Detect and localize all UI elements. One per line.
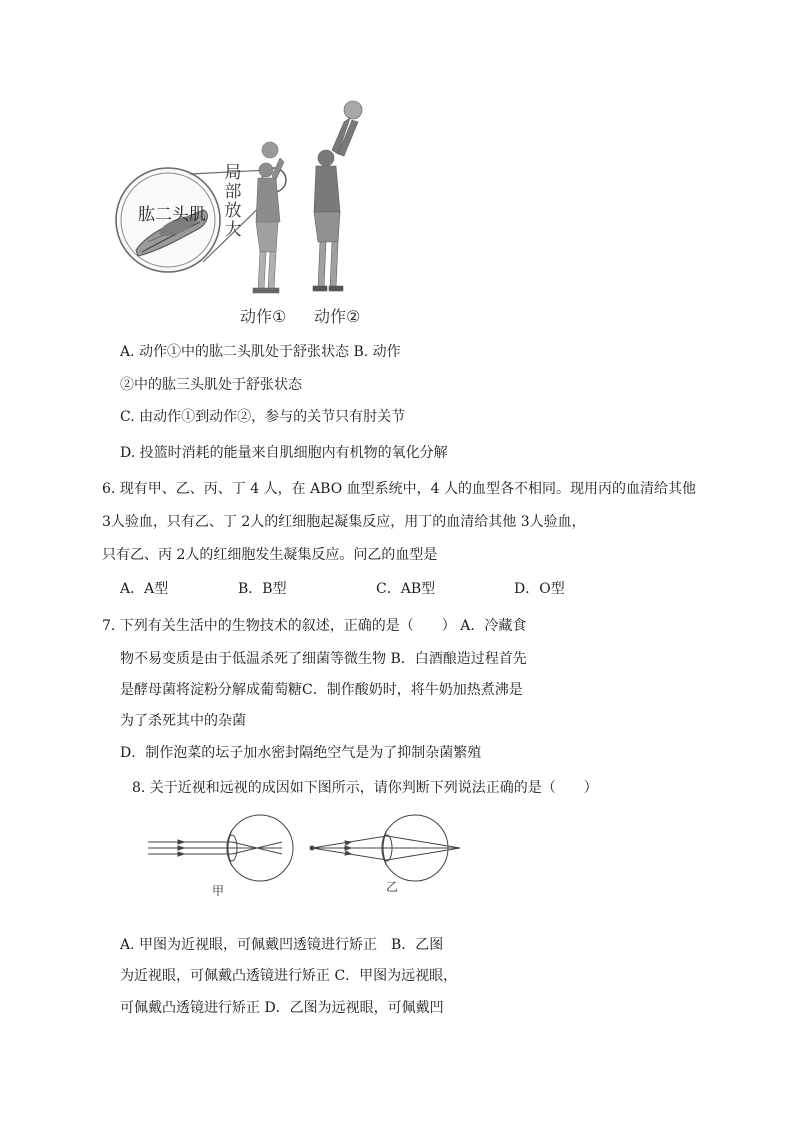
q5-line-3: C. 由动作①到动作②，参与的关节只有肘关节 <box>120 409 406 425</box>
q6-option-a: A．A型 <box>120 581 169 597</box>
q6-option-c: C．AB型 <box>376 581 436 597</box>
q7-line-3: 是酵母菌将淀粉分解成葡萄糖C．制作酸奶时，将牛奶加热煮沸是 <box>120 682 523 698</box>
q8-line-3: 可佩戴凸透镜进行矫正 D．乙图为远视眼，可佩戴凹 <box>120 1000 444 1016</box>
q8-line-1: A. 甲图为近视眼，可佩戴凹透镜进行矫正 B．乙图 <box>120 937 444 953</box>
action1-label: 动作① <box>240 307 287 326</box>
basketball-figure <box>108 92 388 340</box>
magnify-label: 局部放大 <box>224 163 242 240</box>
q7-line-4: 为了杀死其中的杂菌 <box>120 713 246 729</box>
q6-line-1: 6. 现有甲、乙、丙、丁 4 人，在 ABO 血型系统中，4 人的血型各不相同。现用丙的血清给其他 <box>102 481 697 497</box>
eye-diagrams <box>140 812 470 898</box>
q5-line-2: ②中的肱三头肌处于舒张状态 <box>120 377 302 393</box>
eye-diagram-svg <box>140 812 470 898</box>
q8-line-2: 为近视眼，可佩戴凸透镜进行矫正 C．甲图为远视眼， <box>120 968 458 984</box>
eye-label-b: 乙 <box>386 880 399 894</box>
eye-label-a: 甲 <box>212 884 225 898</box>
q6-line-2: 3人验血，只有乙、丁 2人的红细胞起凝集反应，用丁的血清给其他 3人验血， <box>102 514 586 530</box>
q6-option-d: D．O型 <box>514 581 565 597</box>
q6-line-3: 只有乙、丙 2人的红细胞发生凝集反应。问乙的血型是 <box>102 547 438 563</box>
q5-line-1: A. 动作①中的肱二头肌处于舒张状态 B. 动作 <box>120 344 401 360</box>
q6-option-b: B．B型 <box>238 581 287 597</box>
q7-line-5: D．制作泡菜的坛子加水密封隔绝空气是为了抑制杂菌繁殖 <box>120 745 482 761</box>
q7-line-2: 物不易变质是由于低温杀死了细菌等微生物 B．白酒酿造过程首先 <box>120 651 527 667</box>
q5-line-4: D. 投篮时消耗的能量来自肌细胞内有机物的氧化分解 <box>120 445 448 461</box>
zoom-muscle-label: 肱二头肌 <box>138 205 206 225</box>
q7-line-1: 7. 下列有关生活中的生物技术的叙述，正确的是（ ） A．冷藏食 <box>102 618 527 634</box>
q8-stem: 8. 关于近视和远视的成因如下图所示，请你判断下列说法正确的是（ ） <box>132 780 598 796</box>
action2-label: 动作② <box>314 307 361 326</box>
